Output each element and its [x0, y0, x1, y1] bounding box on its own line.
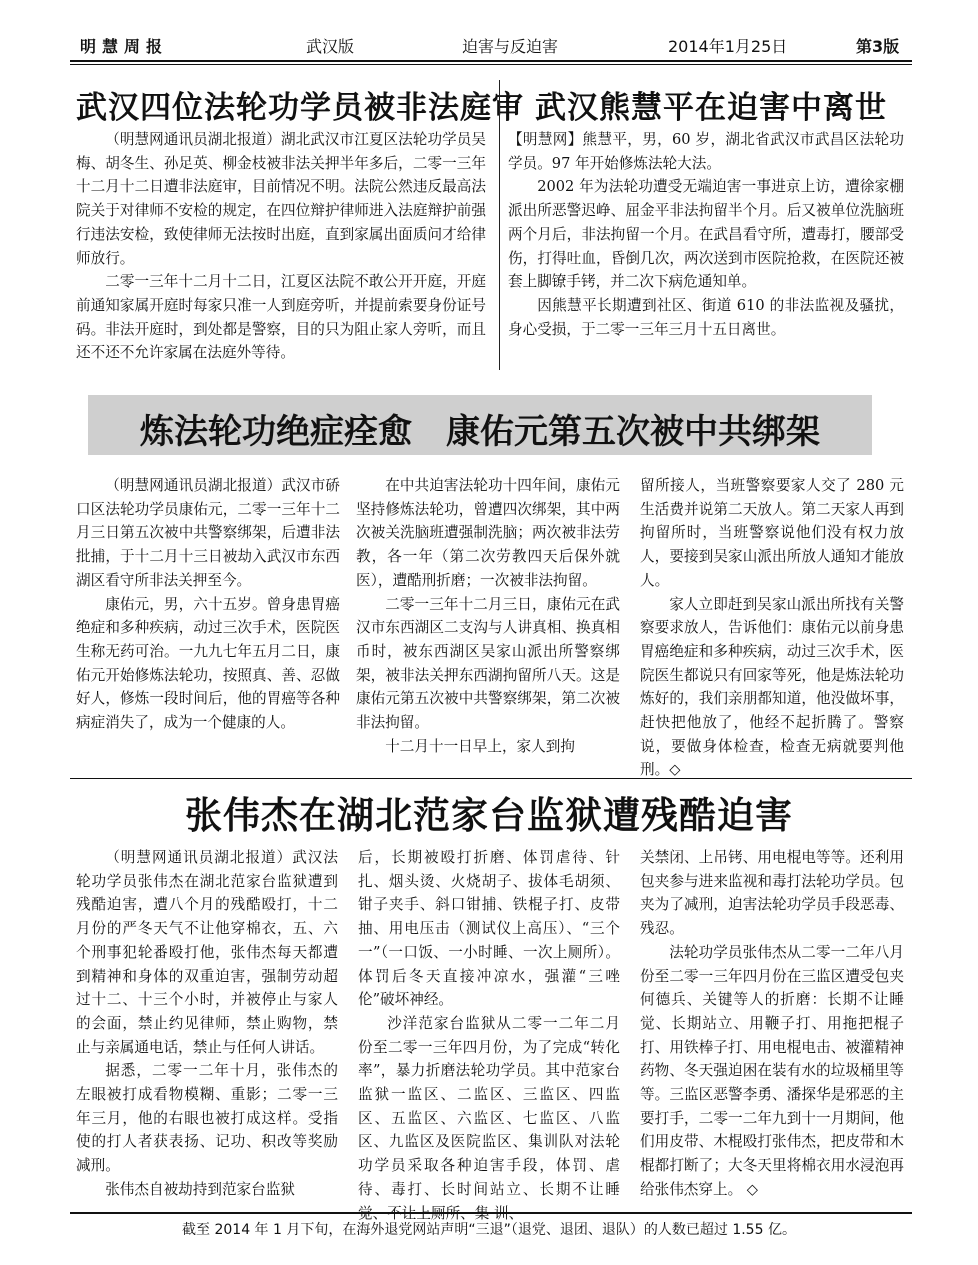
edition-label: 武汉版 [306, 37, 355, 56]
newspaper-title: 明慧周报 [80, 37, 169, 56]
masthead-rule-thin [70, 64, 912, 65]
article3-paragraph: 康佑元，男，六十五岁。曾身患胃癌绝症和多种疾病，动过三次手术，医院医生称无药可治。一九九七年五月二日，康佑元开始修炼法轮功，按照真、善、忍做好人，修炼一段时间后，他的胃癌等各种病症消失了，成为一个健康的人。 [76, 595, 340, 732]
masthead [70, 34, 912, 60]
article4-paragraph: 关禁闭、上吊铐、用电棍电等等。还利用包夹参与进来监视和毒打法轮功学员。包夹为了减刑，迫害法轮功学员手段恶毒、残忍。 [640, 849, 904, 938]
article4-paragraph: 法轮功学员张伟杰从二零一二年八月份至二零一三年四月份在三监区遭受包夹何德兵、关键等人的折磨：长期不让睡觉、长期站立、用鞭子打、用拖把棍子打、用铁棒子打、用电棍电击、被灌精神药物、冬天强迫困在装有水的垃圾桶里等等。三监区恶警李勇、潘探华是邪恶的主要打手，二零一二年九到十一月期间，他们用皮带、木棍殴打张伟杰，把皮带和木棍都打断了；大冬天里将棉衣用水浸泡再给张伟杰穿上。 ◇ [640, 943, 904, 1198]
article2-paragraph: 【明慧网】熊慧平，男，60 岁，湖北省武汉市武昌区法轮功学员。97 年开始修炼法轮大法。 [508, 131, 904, 172]
page-number: 第3版 [856, 37, 900, 56]
article3-column-3 [640, 474, 904, 779]
article4-paragraph: 张伟杰自被劫持到范家台监狱 [105, 1180, 295, 1198]
section-rule [70, 778, 912, 779]
article3-column-2 [356, 474, 620, 766]
article1-paragraph: （明慧网通讯员湖北报道）湖北武汉市江夏区法轮功学员吴梅、胡冬生、孙足英、柳金枝被非法关押半年多后，二零一三年十二月十二日遭非法庭审，目前情况不明。法院公然违反最高法院关于对律师不安检的规定，在四位辩护律师进入法庭辩护前强行违法安检，致使律师无法按时出庭，直到家属出面质问才给律师放行。 [76, 131, 486, 267]
article4-paragraph: 后，长期被殴打折磨、体罚虐待、针扎、烟头烫、火烧胡子、拔体毛胡须、钳子夹手、斜口钳捕、铁棍子打、皮带抽、用电压击（测试仪上高压）、“三个一”（一口饭、一小时睡、一次上厕所）。体罚后冬天直接冲凉水，强灌“三唑伦”破坏神经。 [358, 849, 620, 1009]
article4-paragraph: （明慧网通讯员湖北报道）武汉法轮功学员张伟杰在湖北范家台监狱遭到残酷迫害，遭八个月的残酷殴打，十二月份的严冬天气不让他穿棉衣，五、六个刑事犯轮番殴打他，张伟杰每天都遭到精神和身体的双重迫害，强制劳动超过十二、十三个小时，并被停止与家人的会面，禁止约见律师，禁止购物，禁止与亲属通电话，禁止与任何人讲话。 [76, 849, 338, 1056]
issue-date: 2014年1月25日 [668, 37, 788, 56]
masthead-rule [70, 60, 912, 62]
article3-paragraph: 家人立即赶到吴家山派出所找有关警察要求放人，告诉他们：康佑元以前身患胃癌绝症和多种疾病，动过三次手术，医院医生都说只有回家等死，他是炼法轮功炼好的，我们亲朋都知道，他没做坏事，赶快把他放了，他经不起折腾了。警察说，要做身体检查，检查无病就要判他刑。◇ [640, 595, 904, 779]
article3-headline: 炼法轮功绝症痊愈 康佑元第五次被中共绑架 [140, 412, 820, 452]
section-label: 迫害与反迫害 [462, 37, 559, 56]
article1-paragraph: 二零一三年十二月十二日，江夏区法院不敢公开开庭，开庭前通知家属开庭时每家只准一人到庭旁听，并提前索要身份证号码。非法开庭时，到处都是警察，目的只为阻止家人旁听，而且还不还不允许家属在法庭外等待。 [76, 273, 486, 362]
article2-paragraph: 因熊慧平长期遭到社区、街道 610 的非法监视及骚扰，身心受损，于二零一三年三月十五日离世。 [508, 296, 904, 338]
article4-column-1 [76, 846, 338, 1206]
article3-paragraph: 十二月十一日早上，家人到拘 [385, 737, 575, 755]
article2-body [508, 128, 904, 368]
article1-headline: 武汉四位法轮功学员被非法庭审 [76, 90, 524, 126]
article4-column-3 [640, 846, 904, 1206]
article1-body [76, 128, 486, 368]
article4-paragraph: 沙洋范家台监狱从二零一二年二月份至二零一三年四月份，为了完成“转化率”，暴力折磨法轮功学员。其中范家台监狱一监区、二监区、三监区、四监区、五监区、六监区、七监区、八监区、九监区及医院监区、集训队对法轮功学员采取各种迫害手段，体罚、虐待、毒打、长时间站立、长期不让睡觉、不让上厕所、集 训、 [358, 1014, 620, 1222]
article3-paragraph: 留所接人，当班警察要家人交了 280 元生活费并说第二天放人。第二天家人再到拘留所时，当班警察说他们没有权力放人，要接到吴家山派出所放人通知才能放人。 [640, 477, 904, 589]
footer-rule [70, 1212, 912, 1214]
article3-column-1 [76, 474, 340, 766]
article2-headline: 武汉熊慧平在迫害中离世 [535, 90, 887, 126]
article4-column-2 [358, 846, 620, 1222]
article4-headline: 张伟杰在湖北范家台监狱遭残酷迫害 [185, 794, 793, 837]
article4-paragraph: 据悉，二零一二年十月，张伟杰的左眼被打成看物模糊、重影；二零一三年三月，他的右眼也被打成这样。受指使的打人者获表扬、记功、积改等奖励减刑。 [76, 1062, 338, 1175]
article3-paragraph: 二零一三年十二月三日，康佑元在武汉市东西湖区二支沟与人讲真相、换真相币时，被东西湖区吴家山派出所警察绑架，被非法关押东西湖拘留所八天。这是康佑元第五次被中共警察绑架，第二次被非法拘留。 [356, 595, 620, 732]
column-divider [499, 80, 500, 370]
article3-paragraph: 在中共迫害法轮功十四年间，康佑元坚持修炼法轮功，曾遭四次绑架，其中两次被关洗脑班遭强制洗脑；两次被非法劳教，各一年（第二次劳教四天后保外就医），遭酷刑折磨；一次被非法拘留。 [356, 477, 620, 589]
article2-paragraph: 2002 年为法轮功遭受无端迫害一事进京上访，遭徐家棚派出所恶警迟峥、屈金平非法拘留半个月。后又被单位洗脑班两个月后，非法拘留一个月。在武昌看守所，遭毒打，腰部受伤，打得吐血，昏倒几次，两次送到市医院抢救，在医院还被套上脚镣手铐，并二次下病危通知单。 [508, 178, 904, 291]
article3-paragraph: （明慧网通讯员湖北报道）武汉市硚口区法轮功学员康佑元，二零一三年十二月三日第五次被中共警察绑架，后遭非法批捕，于十二月十三日被劫入武汉市东西湖区看守所非法关押至今。 [76, 477, 340, 589]
footer-note: 截至 2014 年 1 月下旬，在海外退党网站声明“三退”（退党、退团、退队）的人数已超过 1.55 亿。 [182, 1222, 796, 1238]
